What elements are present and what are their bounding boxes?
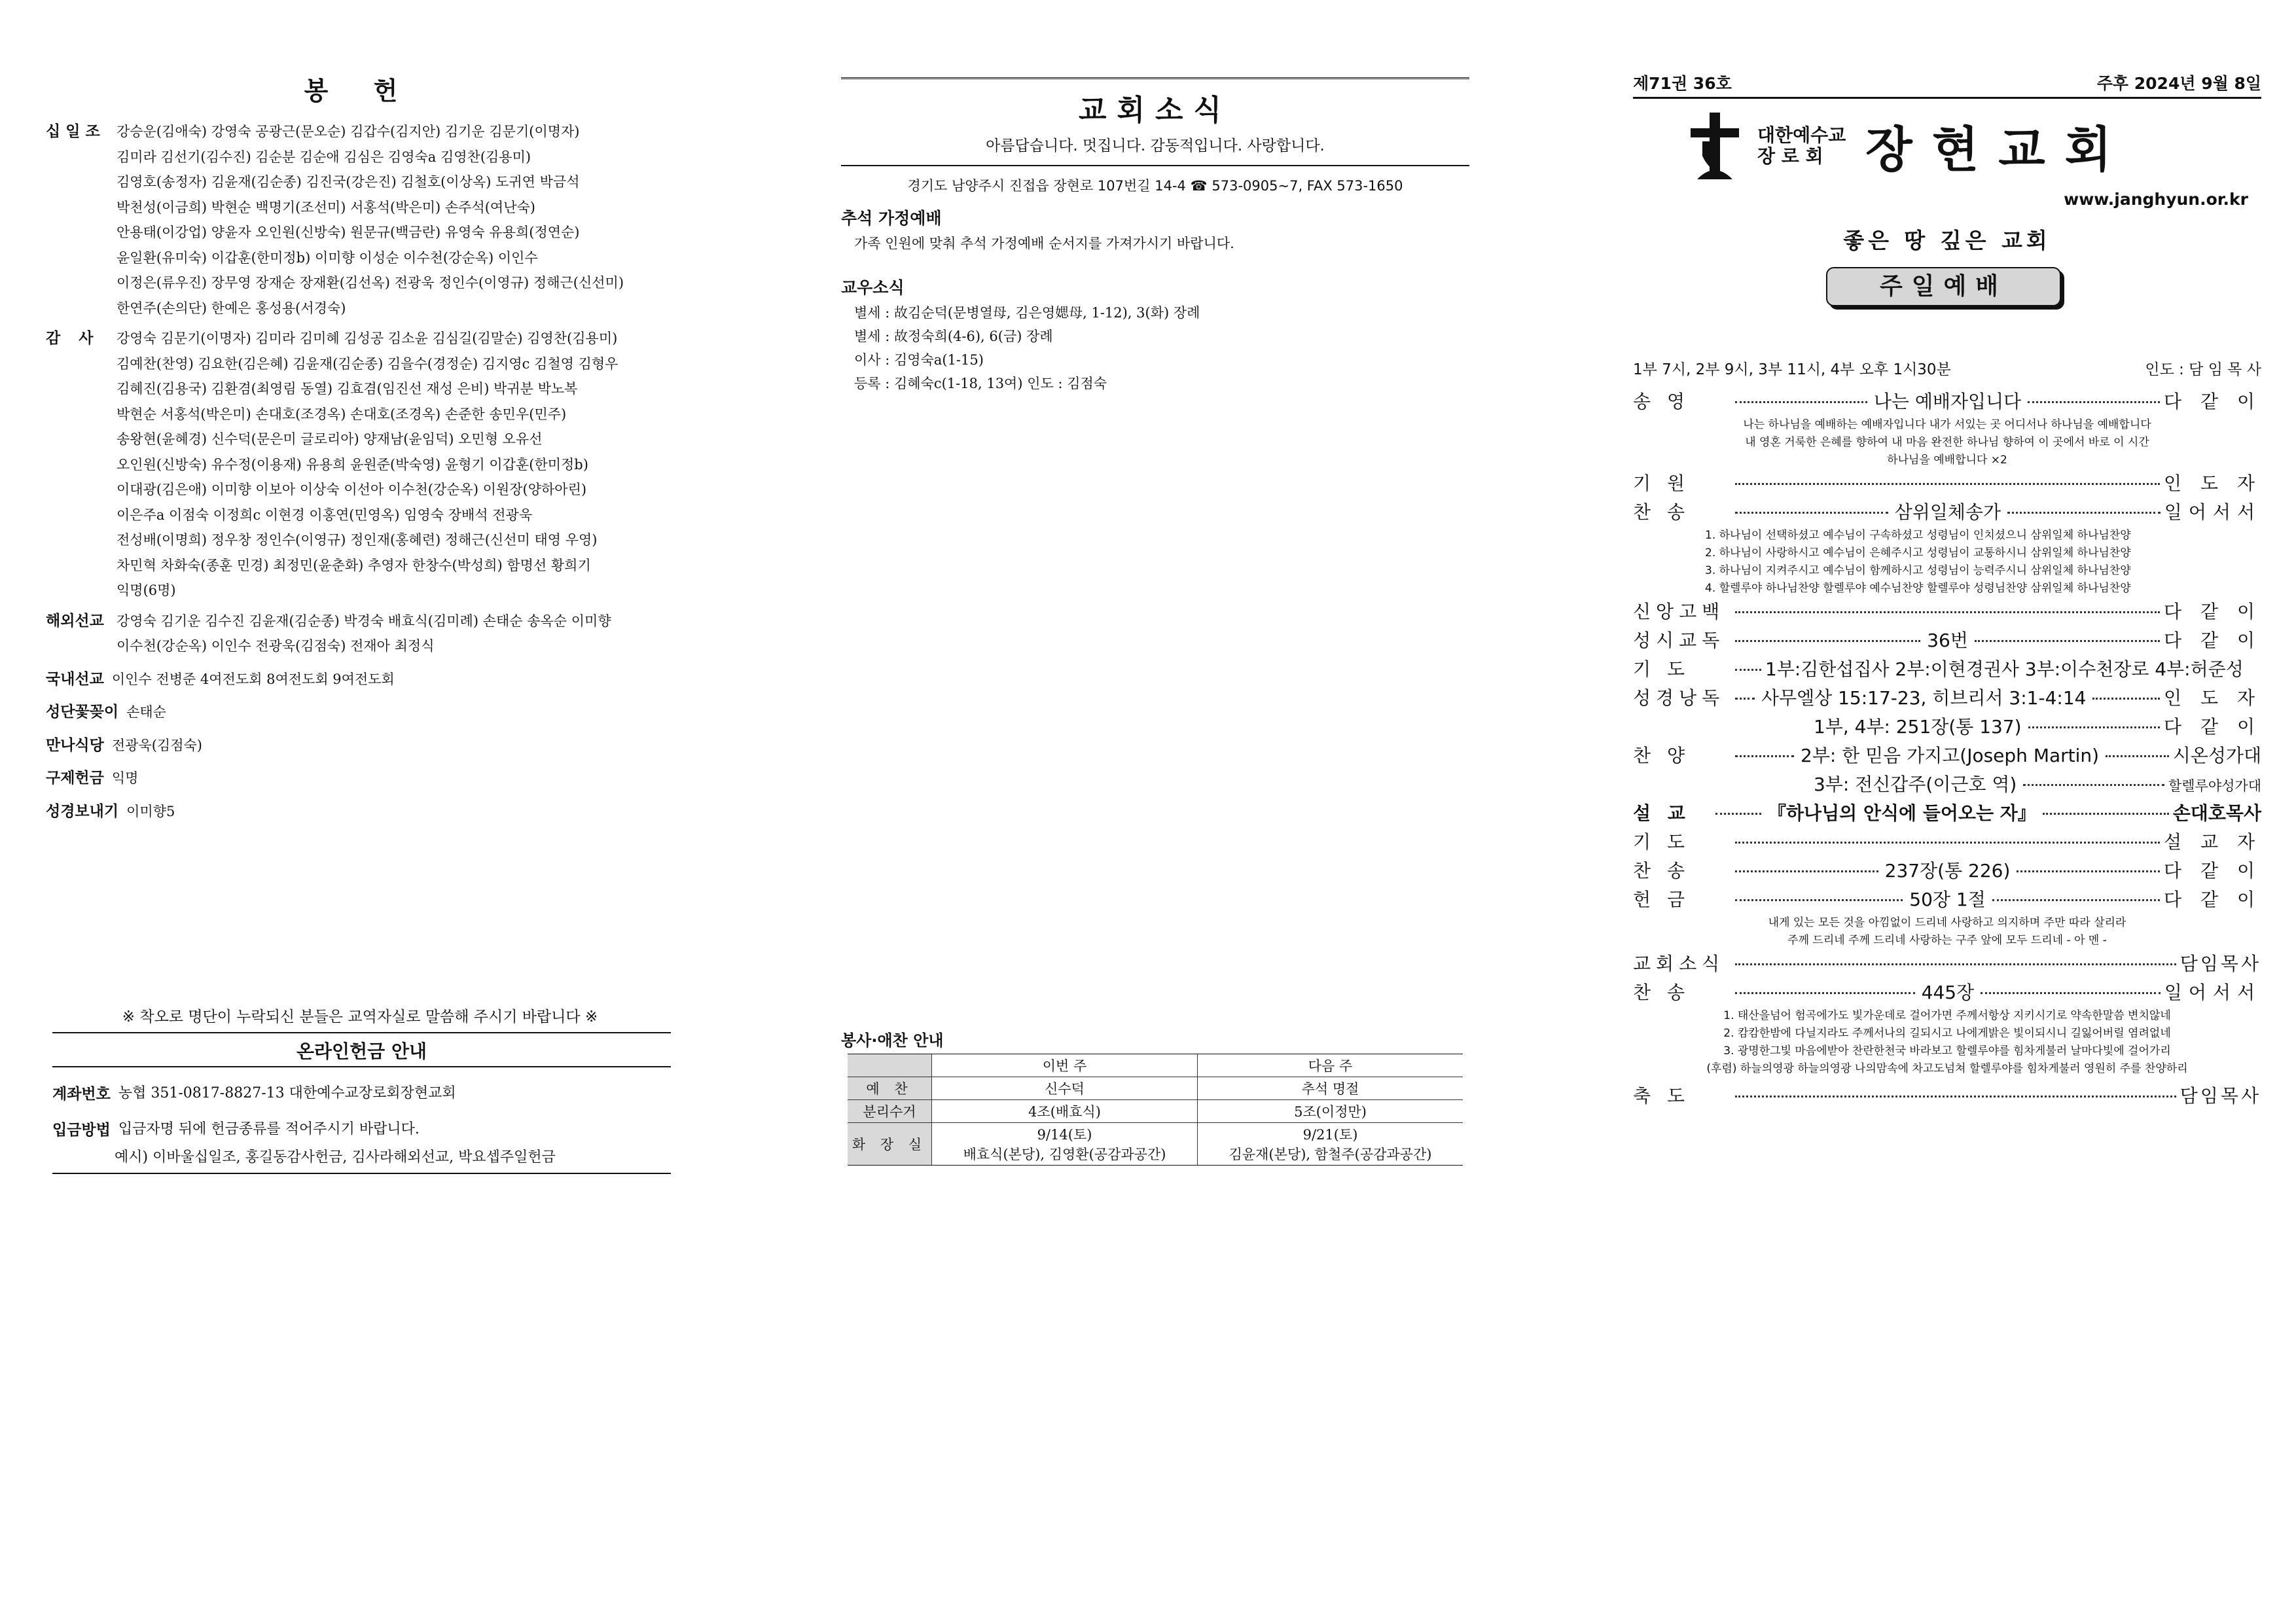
lyrics-line: 1. 태산을넘어 험곡에가도 빛가운데로 걸어가면 주께서항상 지키시기로 약속한말씀 변치않네	[1723, 1009, 2171, 1022]
cross-icon	[1685, 110, 1744, 182]
offering-name-line: 송왕현(윤혜경) 신수덕(문은미 글로리아) 양재남(윤임덕) 오민형 오유선	[117, 431, 543, 447]
offering-names	[117, 119, 674, 321]
worship-title-badge: 주일예배	[1826, 267, 2061, 306]
offering-list	[46, 119, 674, 824]
dot-leader	[1735, 401, 1867, 403]
table-header	[848, 1054, 932, 1077]
church-motto: 좋은 땅 깊은 교회	[1843, 228, 2051, 253]
order-label: 성경낭독	[1633, 687, 1725, 709]
offering-block-overseas	[46, 609, 674, 659]
order-right: 설 교 자	[2164, 831, 2261, 853]
order-right: 담임목사	[2179, 953, 2261, 974]
method-value: 입금자명 뒤에 헌금종류를 적어주시기 바랍니다.	[118, 1121, 420, 1137]
members-news-line: 이사 : 김영숙a(1-15)	[854, 352, 984, 368]
order-item	[1633, 857, 2261, 885]
dot-leader	[1735, 1096, 2176, 1097]
divider	[1633, 97, 2261, 99]
offering-value: 익명	[111, 770, 139, 786]
order-label: 찬 양	[1633, 745, 1690, 766]
dot-leader	[1735, 842, 2160, 844]
row-label: 화 장 실	[848, 1123, 932, 1166]
this-week-cell	[932, 1123, 1198, 1166]
next-week-cell: 5조(이정만)	[1198, 1100, 1463, 1123]
order-right: 다 같 이	[2164, 601, 2261, 622]
method-label: 입금방법	[52, 1122, 111, 1139]
lyrics-line: 나는 하나님을 예배하는 예배자입니다 내가 서있는 곳 어디서나 하나님을 예배합니다	[1743, 418, 2151, 431]
order-center: 삼위일체송가	[1894, 501, 2001, 523]
order-item	[1633, 713, 2261, 741]
cell-date: 9/14(토)	[1037, 1127, 1092, 1143]
offering-name-line: 차민혁 차화숙(종훈 민경) 최정민(윤춘화) 추영자 한창수(박성희) 함명선 황희기	[117, 557, 591, 573]
order-label: 헌 금	[1633, 889, 1690, 910]
dot-leader	[1735, 755, 1794, 757]
service-title: 봉사·애찬 안내	[841, 1031, 944, 1050]
offering-domestic	[46, 667, 674, 692]
news-tagline: 아름답습니다. 멋집니다. 감동적입니다. 사랑합니다.	[986, 137, 1325, 154]
row-label: 예 찬	[848, 1077, 932, 1100]
offering-name-line: 강승운(김애숙) 강영숙 공광근(문오순) 김갑수(김지안) 김기운 김문기(이명자)	[117, 124, 580, 139]
lyrics-line: 2. 캄캄한밤에 다닐지라도 주께서나의 길되시고 나에게밝은 빛이되시니 길잃어버릴 염려없네	[1723, 1027, 2171, 1040]
order-label: 기 원	[1633, 473, 1690, 494]
dot-leader	[2092, 698, 2160, 700]
row-label: 분리수거	[848, 1100, 932, 1123]
order-of-worship	[1633, 387, 2261, 1111]
website-link[interactable]: www.janghyun.or.kr	[2064, 190, 2248, 209]
dot-leader	[1735, 963, 2176, 965]
order-center: 2부: 한 믿음 가지고(Joseph Martin)	[1801, 745, 2100, 766]
offering-flowers	[46, 700, 674, 725]
offering-label: 성경보내기	[46, 802, 119, 820]
offering-name-line: 익명(6명)	[117, 582, 176, 598]
offering-name-line: 김혜진(김용국) 김환겸(최영림 동열) 김효겸(임진선 재성 은비) 박귀분 박노복	[117, 381, 578, 397]
table-row	[848, 1100, 1463, 1123]
offering-label: 해외선교	[46, 612, 104, 630]
order-item	[1633, 978, 2261, 1007]
order-item	[1633, 950, 2261, 978]
offering-label: 성단꽃꽂이	[46, 704, 119, 721]
dot-leader	[2028, 401, 2160, 403]
omission-notice: ※ 착오로 명단이 누락되신 분들은 교역자실로 말씀해 주시기 바랍니다 ※	[122, 1008, 598, 1026]
dot-leader	[1735, 870, 1878, 872]
order-label: 신앙고백	[1633, 601, 1725, 622]
order-center: 445장	[1921, 982, 1975, 1003]
order-label: 찬 송	[1633, 501, 1690, 523]
order-right: 다 같 이	[2164, 716, 2261, 738]
order-label: 찬 송	[1633, 860, 1690, 882]
offering-label: 국내선교	[46, 670, 104, 688]
table-header-row	[848, 1054, 1463, 1077]
denomination-name	[1757, 125, 1846, 167]
divider	[52, 1173, 671, 1174]
chuseok-line: 가족 인원에 맞춰 추석 가정예배 순서지를 가져가시기 바랍니다.	[854, 236, 1234, 251]
dot-leader	[1981, 992, 2161, 994]
order-center: 36번	[1927, 630, 1968, 651]
chuseok-text	[854, 232, 1234, 255]
dot-leader	[1735, 669, 1761, 671]
lyrics-line: (후렴) 하늘의영광 하늘의영광 나의맘속에 차고도넘쳐 할렐루야를 힘차게불러 영원히 주를 찬양하리	[1706, 1062, 2188, 1075]
order-item	[1633, 597, 2261, 626]
next-week-cell: 추석 명절	[1198, 1077, 1463, 1100]
dot-leader	[2043, 813, 2169, 815]
dot-leader	[1992, 899, 2160, 901]
offering-names	[117, 326, 674, 603]
order-label: 설 교	[1633, 802, 1691, 824]
this-week-cell: 4조(배효식)	[932, 1100, 1198, 1123]
sermon-title: 『하나님의 안식에 들어오는 자』	[1768, 802, 2036, 824]
members-news-line: 등록 : 김혜숙c(1-18, 13여) 인도 : 김점숙	[854, 376, 1107, 391]
lyrics	[1633, 416, 2261, 469]
offering-name-line: 안용태(이강업) 양윤자 오인원(신방숙) 원문규(백금란) 유영숙 유용희(정연순)	[117, 224, 580, 240]
order-center: 50장 1절	[1909, 889, 1986, 910]
order-center: 사무엘상 15:17-23, 히브리서 3:1-4:14	[1761, 687, 2087, 709]
table-header: 다음 주	[1198, 1054, 1463, 1077]
dot-leader	[1715, 813, 1761, 815]
dot-leader	[2007, 512, 2161, 514]
order-item	[1633, 387, 2261, 416]
news-title: 교회소식	[1078, 94, 1232, 127]
dot-leader	[2023, 784, 2164, 786]
cell-names: 배효식(본당), 김영환(공감과공간)	[963, 1147, 1166, 1162]
order-item	[1633, 655, 2261, 684]
lyrics	[1633, 527, 2261, 597]
account-row	[52, 1082, 671, 1103]
lyrics-line: 3. 광명한그빛 마음에받아 찬란한천국 바라보고 할렐루야를 힘차게불러 날마다빛에 걸어가리	[1723, 1044, 2171, 1058]
dot-leader	[1735, 899, 1903, 901]
offering-name-line: 김예찬(찬영) 김요한(김은혜) 김윤재(김순종) 김을수(경정순) 김지영c 김철영 김형우	[117, 355, 619, 372]
lyrics-line: 주께 드리네 주께 드리네 사랑하는 구주 앞에 모두 드리네 - 아 멘 -	[1787, 934, 2107, 947]
members-news-title: 교우소식	[841, 278, 905, 297]
order-right: 다 같 이	[2164, 391, 2261, 412]
offering-manna	[46, 733, 674, 758]
dot-leader	[2106, 755, 2169, 757]
bulletin-date: 주후 2024년 9월 8일	[2096, 74, 2261, 93]
dot-leader	[1735, 483, 2160, 485]
service-leader: 인도 : 담 임 목 사	[2145, 361, 2261, 378]
offering-name-line: 강영숙 김기운 김수진 김윤재(김순종) 박경숙 배효식(김미례) 손태순 송옥순 이미향	[117, 613, 611, 629]
dot-leader	[1735, 611, 2160, 613]
order-center: 나는 예배자입니다	[1873, 391, 2022, 412]
order-right: 다 같 이	[2164, 889, 2261, 910]
lyrics-line: 내 영혼 거룩한 은혜를 향하여 내 마음 완전한 하나님 향하여 이 곳에서 바로 이 시간	[1745, 436, 2149, 449]
offering-name-line: 오인원(신방숙) 유수정(이용재) 유용희 윤원준(박숙영) 윤형기 이갑훈(한미정b)	[117, 456, 588, 473]
next-week-cell	[1198, 1123, 1463, 1166]
church-logo	[1685, 110, 2131, 182]
table-row	[848, 1123, 1463, 1166]
members-news-line: 별세 : 故김순덕(문병열母, 김은영媤母, 1-12), 3(화) 장례	[854, 305, 1200, 321]
offering-name-line: 박현순 서홍석(박은미) 손대호(조경옥) 손대호(조경옥) 손준한 송민우(민주)	[117, 406, 567, 422]
order-item	[1633, 770, 2261, 799]
offering-name-line: 김영호(송정자) 김윤재(김순종) 김진국(강은진) 김철호(이상옥) 도귀연 박금석	[117, 174, 580, 190]
offering-value: 이미향5	[126, 803, 175, 819]
dot-leader	[1735, 640, 1920, 642]
dot-leader	[2017, 870, 2160, 872]
cell-names: 김윤재(본당), 함철주(공감과공간)	[1229, 1147, 1432, 1162]
denomination-line: 장 로 회	[1757, 145, 1823, 167]
order-label: 기 도	[1633, 831, 1690, 853]
online-offering-box	[52, 1032, 671, 1174]
table-row	[848, 1077, 1463, 1100]
offering-name-line: 이대광(김은애) 이미향 이보아 이상숙 이선아 이수천(강순옥) 이원장(양하아린)	[117, 482, 587, 497]
offering-label: 감 사	[46, 330, 100, 347]
dot-leader	[1975, 640, 2160, 642]
lyrics-line: 4. 할렐루야 하나님찬양 할렐루야 예수님찬양 할렐루야 성령님찬양 삼위일체 하나님찬양	[1705, 582, 2131, 595]
dot-leader	[2028, 726, 2160, 728]
offering-value: 손태순	[126, 704, 166, 720]
lyrics-line: 2. 하나님이 사랑하시고 예수님이 은혜주시고 성령님이 교통하시니 삼위일체 하나님찬양	[1705, 546, 2131, 560]
offering-label: 구제헌금	[46, 770, 104, 787]
lyrics	[1633, 914, 2261, 950]
offering-label: 만나식당	[46, 736, 104, 754]
order-label: 기 도	[1633, 658, 1690, 680]
online-offering-title: 온라인헌금 안내	[52, 1032, 671, 1067]
order-label: 교회소식	[1633, 953, 1725, 974]
order-right: 인 도 자	[2164, 473, 2261, 494]
order-item	[1633, 885, 2261, 914]
order-right: 담임목사	[2179, 1085, 2261, 1107]
order-right: 시온성가대	[2172, 745, 2261, 766]
order-label: 찬 송	[1633, 982, 1690, 1003]
order-item	[1633, 799, 2261, 828]
lyrics-line: 하나님을 예배합니다 ×2	[1887, 454, 2007, 467]
order-item	[1633, 469, 2261, 498]
order-right: 인 도 자	[2164, 687, 2261, 709]
members-news-line: 별세 : 故정숙희(4-6), 6(금) 장례	[854, 329, 1053, 344]
offering-title: 봉 헌	[304, 76, 416, 105]
service-times: 1부 7시, 2부 9시, 3부 11시, 4부 오후 1시30분	[1633, 361, 1951, 378]
offering-name-line: 윤일환(유미숙) 이갑훈(한미정b) 이미향 이성순 이수천(강순옥) 이인수	[117, 249, 538, 266]
dot-leader	[1735, 512, 1888, 514]
offering-name-line: 이정은(류우진) 장무영 장재순 장재환(김선옥) 전광욱 정인수(이영규) 정해근(신선미)	[117, 275, 624, 291]
order-item	[1633, 684, 2261, 713]
offering-name-line: 김미라 김선기(김수진) 김순분 김순애 김심은 김영숙a 김영찬(김용미)	[117, 149, 531, 165]
lyrics-line: 3. 하나님이 지켜주시고 예수님이 함께하시고 성령님이 능력주시니 삼위일체 하나님찬양	[1705, 564, 2131, 577]
offering-name-line: 전성배(이명희) 정우창 정인수(이영규) 정인재(홍혜련) 정해근(신선미 태영 우영)	[117, 532, 598, 548]
order-center: 237장(통 226)	[1884, 860, 2011, 882]
offering-value: 이인수 전병준 4여전도회 8여전도회 9여전도회	[111, 671, 395, 687]
table-header: 이번 주	[932, 1054, 1198, 1077]
offering-value: 전광욱(김점숙)	[111, 737, 202, 753]
order-item	[1633, 626, 2261, 655]
order-right: 다 같 이	[2164, 630, 2262, 651]
divider	[841, 165, 1469, 166]
account-label: 계좌번호	[52, 1086, 111, 1103]
order-item	[1633, 828, 2261, 857]
offering-name-line: 박천성(이금희) 박현순 백명기(조선미) 서홍석(박은미) 손주석(여난숙)	[117, 199, 535, 215]
offering-name-line: 강영숙 김문기(이명자) 김미라 김미혜 김성공 김소윤 김심길(김말순) 김영찬(김용미)	[117, 330, 618, 346]
offering-bible-sending	[46, 799, 674, 825]
offering-name-line: 이은주a 이점숙 이정희c 이현경 이홍연(민영옥) 임영숙 장배석 전광욱	[117, 507, 533, 523]
dot-leader	[1735, 992, 1915, 994]
order-center: 3부: 전신갑주(이근호 역)	[1814, 774, 2017, 795]
order-right: 다 같 이	[2164, 860, 2261, 882]
offering-name-line: 이수천(강순옥) 이인수 전광욱(김점숙) 전재아 최정식	[117, 638, 435, 654]
members-news-list	[854, 301, 1200, 395]
order-label: 축 도	[1633, 1085, 1690, 1107]
lyrics-line: 1. 하나님이 선택하셨고 예수님이 구속하셨고 성령님이 인치셨으니 삼위일체 하나님찬양	[1705, 529, 2131, 542]
order-label: 송 영	[1633, 391, 1690, 412]
church-name: 장현교회	[1865, 122, 2132, 178]
order-right: 일어서서	[2164, 982, 2262, 1003]
order-center: 1부, 4부: 251장(통 137)	[1814, 716, 2022, 738]
preacher: 손대호목사	[2172, 802, 2261, 824]
lyrics-line: 내게 있는 모든 것을 아낌없이 드리네 사랑하고 의지하며 주만 따라 살리라	[1768, 916, 2126, 929]
lyrics	[1633, 1007, 2261, 1078]
offering-names	[117, 609, 674, 659]
order-item	[1633, 741, 2261, 770]
this-week-cell: 신수덕	[932, 1077, 1198, 1100]
method-row	[52, 1118, 671, 1139]
service-table	[848, 1054, 1463, 1166]
offering-block-thanks	[46, 326, 674, 603]
order-item	[1633, 498, 2261, 527]
prayer-leaders: 1부:김한섭집사 2부:이현경권사 3부:이수천장로 4부:허준성	[1765, 658, 2244, 680]
divider	[841, 77, 1469, 82]
dot-leader	[1735, 698, 1755, 700]
offering-name-line: 한연주(손의단) 한예은 홍성용(서경숙)	[117, 300, 346, 316]
chuseok-title: 추석 가정예배	[841, 209, 942, 228]
order-item	[1633, 1082, 2261, 1111]
order-right: 할렐루야성가대	[2168, 778, 2261, 794]
offering-label: 십 일 조	[46, 123, 100, 140]
offering-block-tithe	[46, 119, 674, 321]
account-value: 농협 351-0817-8827-13 대한예수교장로회장현교회	[118, 1085, 456, 1101]
order-right: 일어서서	[2164, 501, 2261, 523]
cell-date: 9/21(토)	[1302, 1127, 1358, 1143]
denomination-line: 대한예수교	[1757, 124, 1846, 146]
issue-number: 제71권 36호	[1633, 74, 1732, 93]
church-address: 경기도 남양주시 진접읍 장현로 107번길 14-4 ☎ 573-0905~7, FAX 573-1650	[907, 178, 1403, 194]
order-label: 성시교독	[1633, 630, 1725, 651]
offering-relief	[46, 766, 674, 791]
method-example: 예시) 이바울십일조, 홍길동감사헌금, 김사라해외선교, 박요셉주일헌금	[115, 1149, 556, 1166]
